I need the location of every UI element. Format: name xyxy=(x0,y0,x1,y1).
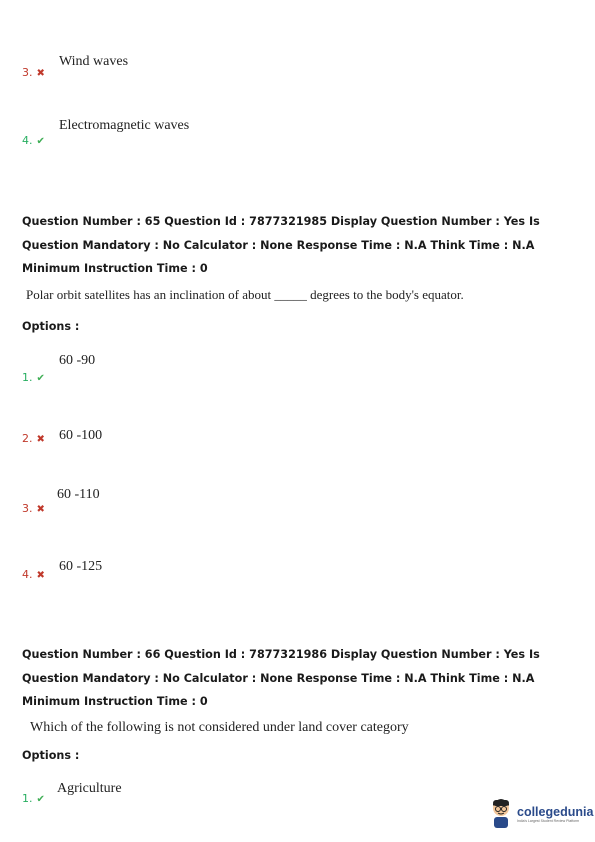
cross-icon: ✖ xyxy=(36,570,45,581)
option-number: 3. ✖ xyxy=(22,66,45,79)
option-text: Agriculture xyxy=(57,781,122,796)
logo-name: collegedunia xyxy=(517,805,594,819)
option-number: 2. ✖ xyxy=(22,432,45,445)
cross-icon: ✖ xyxy=(36,504,45,515)
option-text: Wind waves xyxy=(59,54,129,69)
logo-tagline: India's Largest Student Review Platform xyxy=(517,819,580,823)
check-icon: ✔ xyxy=(36,373,45,384)
cross-icon: ✖ xyxy=(36,434,45,445)
options-label: Options : xyxy=(22,749,80,762)
option-text: 60 -110 xyxy=(57,487,100,502)
mascot-icon xyxy=(488,798,514,830)
question-66-header: Question Number : 66 Question Id : 7877321986 Display Question Number : Yes Is Question Mandatory : No Calculator : None Response Time : N.A Think Time : N.A Minimum Instruction Time : 0 xyxy=(22,648,540,708)
check-icon: ✔ xyxy=(36,794,45,805)
option-text: 60 -100 xyxy=(59,428,103,443)
option-number: 4. ✔ xyxy=(22,134,45,147)
option-text: 60 -125 xyxy=(59,559,103,574)
option-number: 1. ✔ xyxy=(22,371,45,384)
option-number: 1. ✔ xyxy=(22,792,45,805)
question-66-text: Which of the following is not considered under land cover category xyxy=(30,720,409,735)
option-number: 3. ✖ xyxy=(22,502,45,515)
option-number: 4. ✖ xyxy=(22,568,45,581)
option-text: 60 -90 xyxy=(59,353,96,368)
cross-icon: ✖ xyxy=(36,68,45,79)
option-text: Electromagnetic waves xyxy=(59,118,190,133)
options-label: Options : xyxy=(22,320,80,333)
collegedunia-logo xyxy=(488,798,593,830)
question-65-header: Question Number : 65 Question Id : 7877321985 Display Question Number : Yes Is Question Mandatory : No Calculator : None Response Time : N.A Think Time : N.A Minimum Instruction Time : 0 xyxy=(22,215,540,275)
check-icon: ✔ xyxy=(36,136,45,147)
question-65-text: Polar orbit satellites has an inclination of about _____ degrees to the body's equator. xyxy=(26,287,464,302)
